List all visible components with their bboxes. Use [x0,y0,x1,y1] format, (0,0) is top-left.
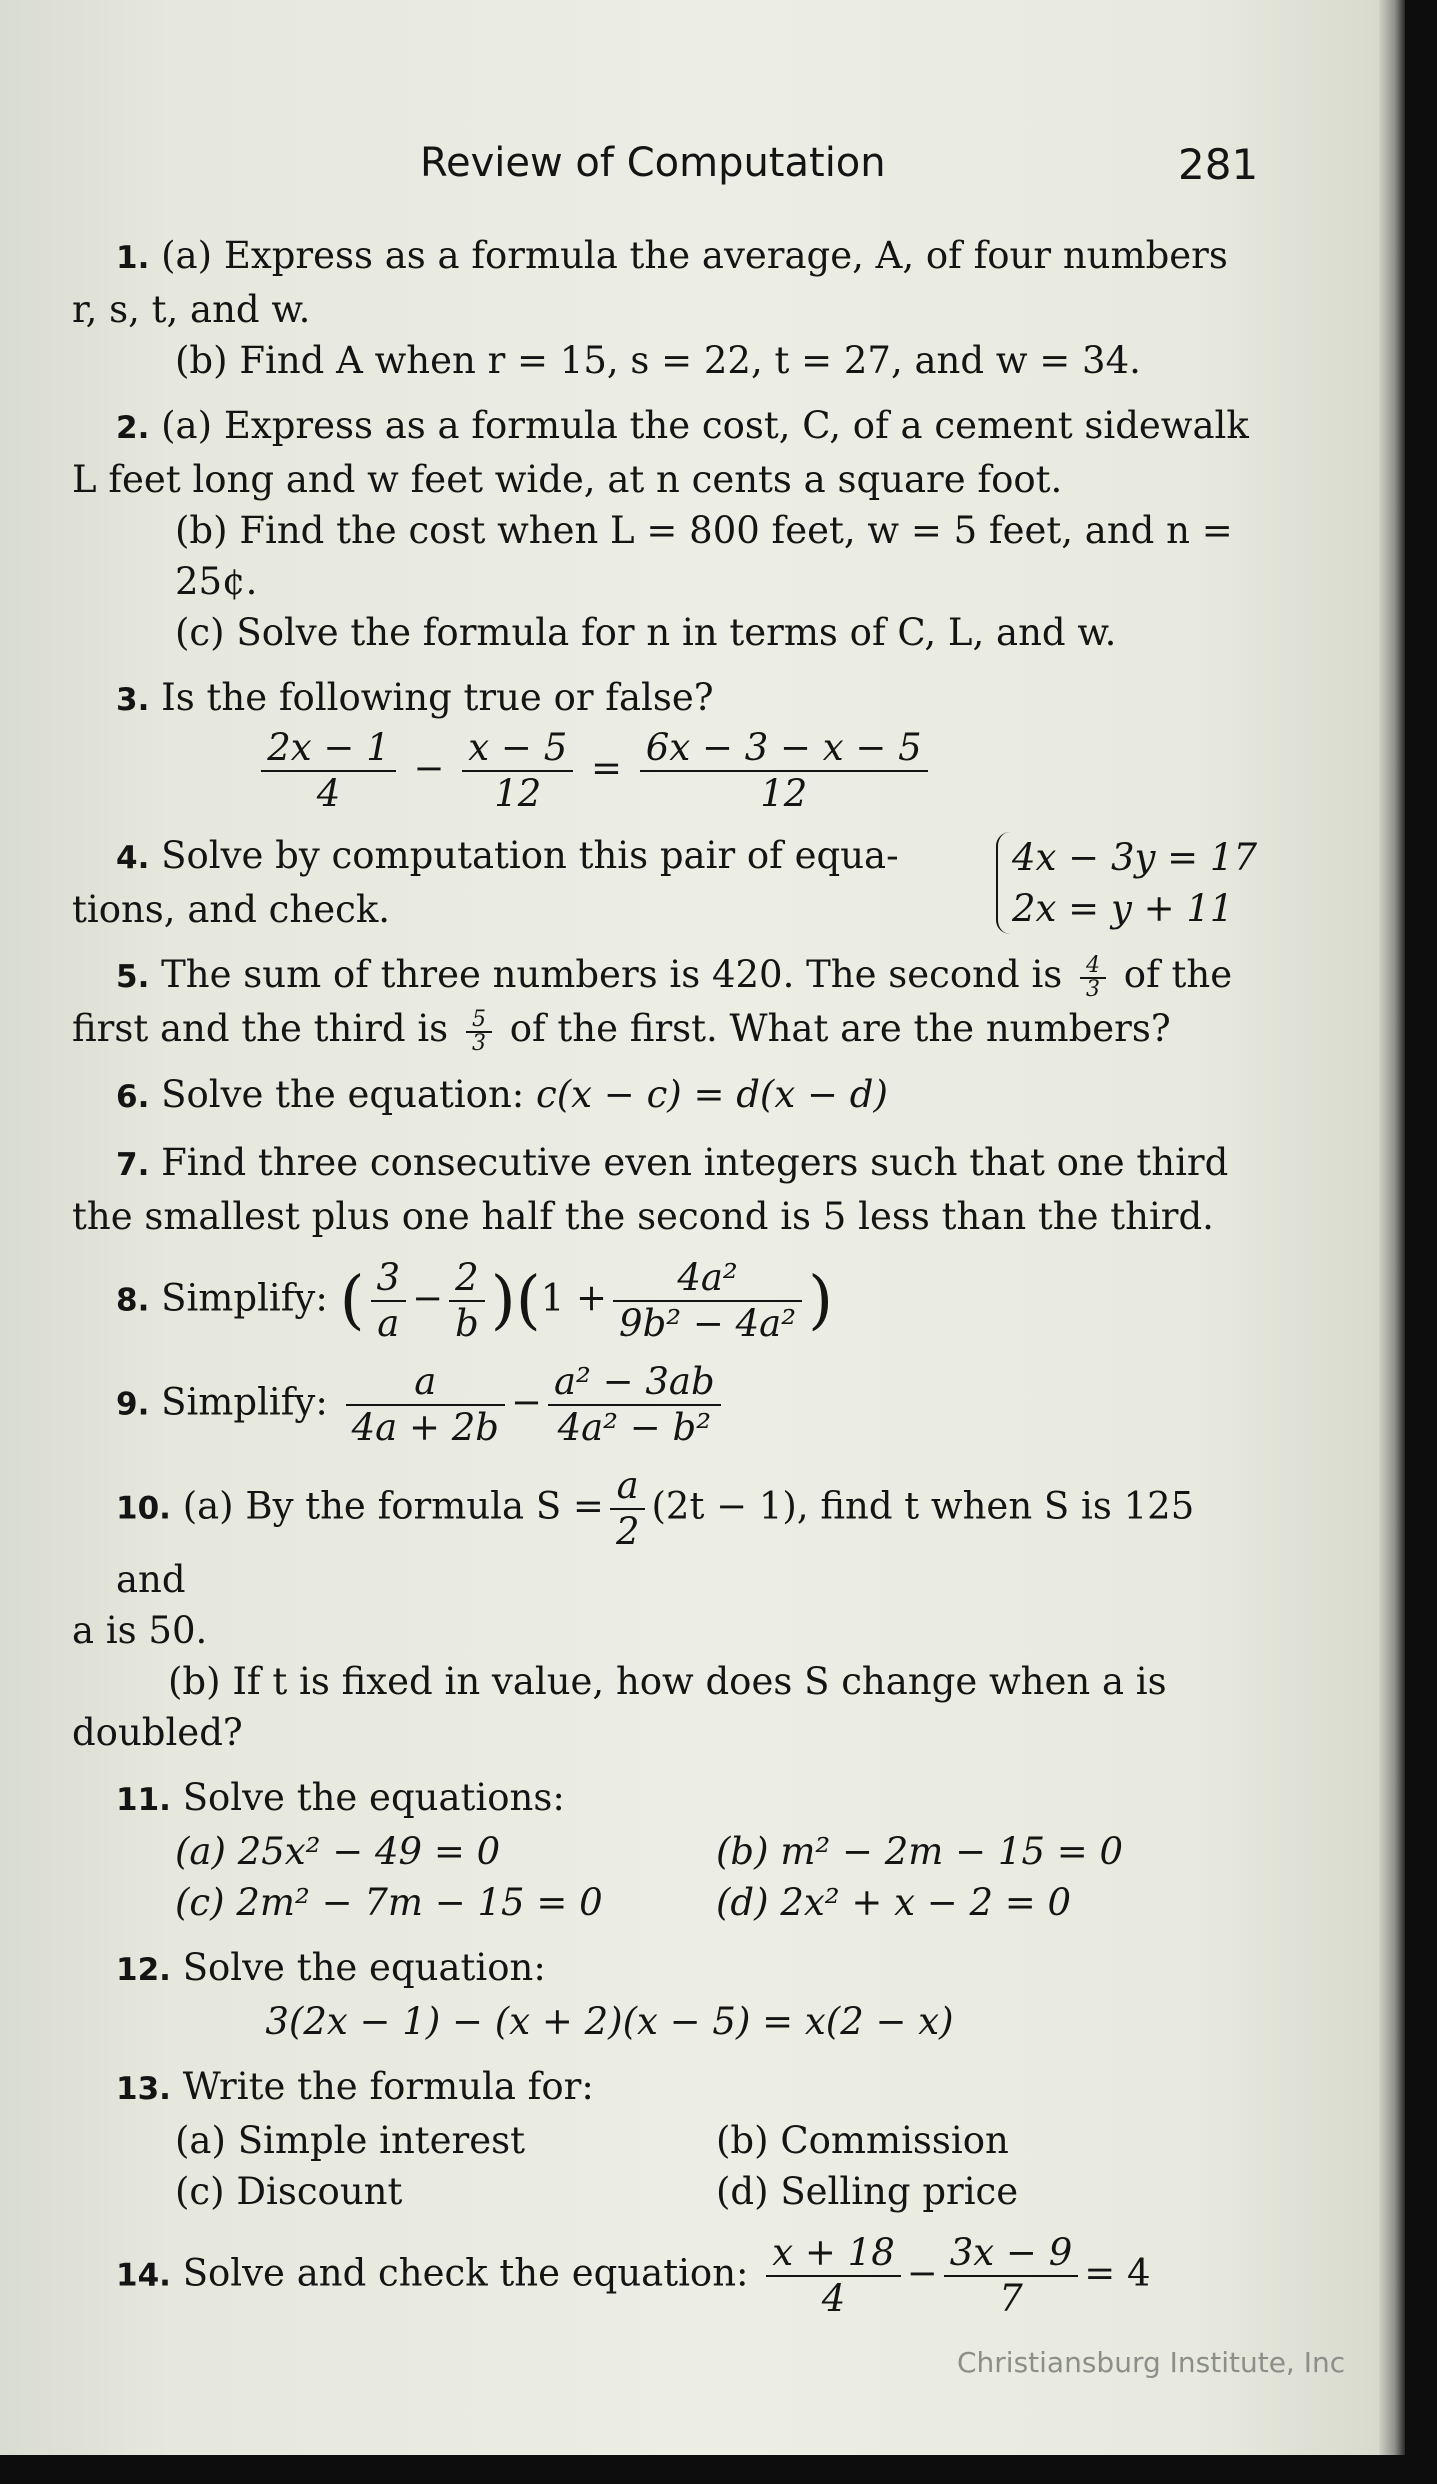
fraction: $\frac{a}{2}$ [610,1464,646,1554]
problem-number: 7. [116,1146,150,1183]
problem-number: 8. [116,1282,150,1318]
problem-14: 14. Solve and check the equation: $\frac{x + 18}{4}$ − $\frac{3x - 9}{7}$ = 4 [116,2230,1151,2320]
problem-text: Is the following true or false? [161,676,714,719]
equation: 3(2x − 1) − (x + 2)(x − 5) = x(2 − x) [265,1999,954,2043]
problem-4 [72,830,1257,935]
problem-9: 9. Simplify: $\frac{a}{4a + 2b}$ − $\frac{\text{a² − 3ab}}{\text{4a² − b²}}$ [72,1360,1257,1450]
watermark: Christiansburg Institute, Inc [957,2346,1346,2379]
fraction: $\frac{3x - 9}{7}$ [944,2231,1078,2321]
equation: c(x − c) = d(x − d) [536,1072,888,1116]
problem-text: L feet long and w feet wide, at n cents a square foot. [72,458,1063,501]
fraction: $\frac{6x - 3 - x - 5}{12}$ [640,726,928,816]
page-number: 281 [1178,140,1259,189]
problem-part: (b) Find A when r = 15, s = 22, t = 27, and w = 34. [175,339,1141,382]
page-header [0,140,1405,200]
problem-number: 11. [116,1781,171,1818]
problem-number: 9. [116,1386,150,1422]
problem-text: (a) Express as a formula the cost, C, of a cement sidewalk [161,404,1249,447]
problem-10: 10. (a) By the formula S = $\frac{a}{2}$ (2t − 1), find t when S is 125 and a is 50. (b) If t is fixed in value, how does S change when a is doubled? [72,1464,1257,1758]
problem-text: (a) Express as a formula the average, A, of four numbers [161,234,1228,277]
fraction: $\frac{3}{a}$ [371,1256,407,1346]
problem-2 [72,400,1257,658]
problem-3 [72,672,1257,816]
fraction: $\frac{5}{3}$ [466,1009,492,1055]
fraction: $\frac{2x - 1}{4}$ [261,726,395,816]
problem-part: (b) Find the cost when L = 800 feet, w = 5 feet, and n = 25¢. [175,509,1233,603]
problem-part: (d) 2x² + x − 2 = 0 [716,1880,1072,1924]
problem-number: 14. [116,2257,171,2293]
equation: $\frac{2x - 1}{4}$ − $\frac{x - 5}{12}$ = $\frac{6x - 3 - x - 5}{12}$ [72,726,1257,816]
problem-8: 8. Simplify: ( $\frac{3}{a}$ − $\frac{2}{b}$ )(1 + $\frac{\text{4a²}}{\text{9b² − 4a²}}$ ) [116,1255,834,1345]
problem-text: Solve by computation this pair of equa- [161,834,899,877]
problem-number: 3. [116,682,150,718]
problem-part: (b) Commission [716,2118,1009,2162]
problem-part: (c) 2m² − 7m − 15 = 0 [175,1880,603,1924]
problem-5: 5. The sum of three numbers is 420. The second is $\frac{4}{3}$ of the first and the third is $\frac{5}{3}$ of the first. What are the numbers? [72,952,1233,1056]
fraction: $\frac{\text{a² − 3ab}}{\text{4a² − b²}}$ [548,1360,721,1450]
problem-12: 12. Solve the equation: 3(2x − 1) − (x + 2)(x − 5) = x(2 − x) [72,1942,1257,2047]
problem-number: 1. [116,240,150,276]
page-edge [1379,0,1405,2455]
problem-number: 6. [116,1078,150,1115]
fraction: $\frac{x - 5}{12}$ [462,726,573,816]
fraction: $\frac{4}{3}$ [1080,955,1106,1001]
problem-part: (c) Discount [175,2169,403,2213]
problem-text: tions, and check. [72,888,391,931]
problem-number: 5. [116,959,150,995]
problem-part: (b) m² − 2m − 15 = 0 [716,1829,1124,1873]
problem-13: 13. Write the formula for: (a) Simple interest (b) Commission (c) Discount (d) Selling price [72,2061,1257,2217]
problem-number: 10. [116,1490,171,1526]
problem-number: 12. [116,1951,171,1988]
problem-part: (a) 25x² − 49 = 0 [175,1829,501,1873]
problem-text: r, s, t, and w. [72,288,311,331]
fraction: $\frac{\text{4a²}}{\text{9b² − 4a²}}$ [613,1256,802,1346]
problem-part: (a) Simple interest [175,2118,526,2162]
problem-list [72,230,1257,2321]
problem-part: (d) Selling price [716,2169,1019,2213]
problem-7: 7. Find three consecutive even integers such that one third the smallest plus one half the second is 5 less than the third. [72,1140,1229,1238]
problem-number: 13. [116,2070,171,2107]
problem-part: (b) If t is fixed in value, how does S change when a is [168,1659,1167,1703]
fraction: $\frac{a}{4a + 2b}$ [346,1360,505,1450]
fraction: $\frac{2}{b}$ [449,1256,485,1346]
running-title: Review of Computation [420,140,886,186]
problem-number: 4. [116,840,150,876]
problem-1 [72,230,1257,386]
problem-6: 6. Solve the equation: c(x − c) = d(x − d) [116,1072,888,1116]
problem-11: 11. Solve the equations: (a) 25x² − 49 = 0 (b) m² − 2m − 15 = 0 (c) 2m² − 7m − 15 = 0 (d) 2x² + x − 2 = 0 [72,1772,1257,1928]
problem-number: 2. [116,410,150,446]
equation-system: 4x − 3y = 17 2x = y + 11 [996,832,1257,934]
problem-part: (c) Solve the formula for n in terms of C, L, and w. [175,611,1117,654]
fraction: $\frac{x + 18}{4}$ [766,2231,900,2321]
